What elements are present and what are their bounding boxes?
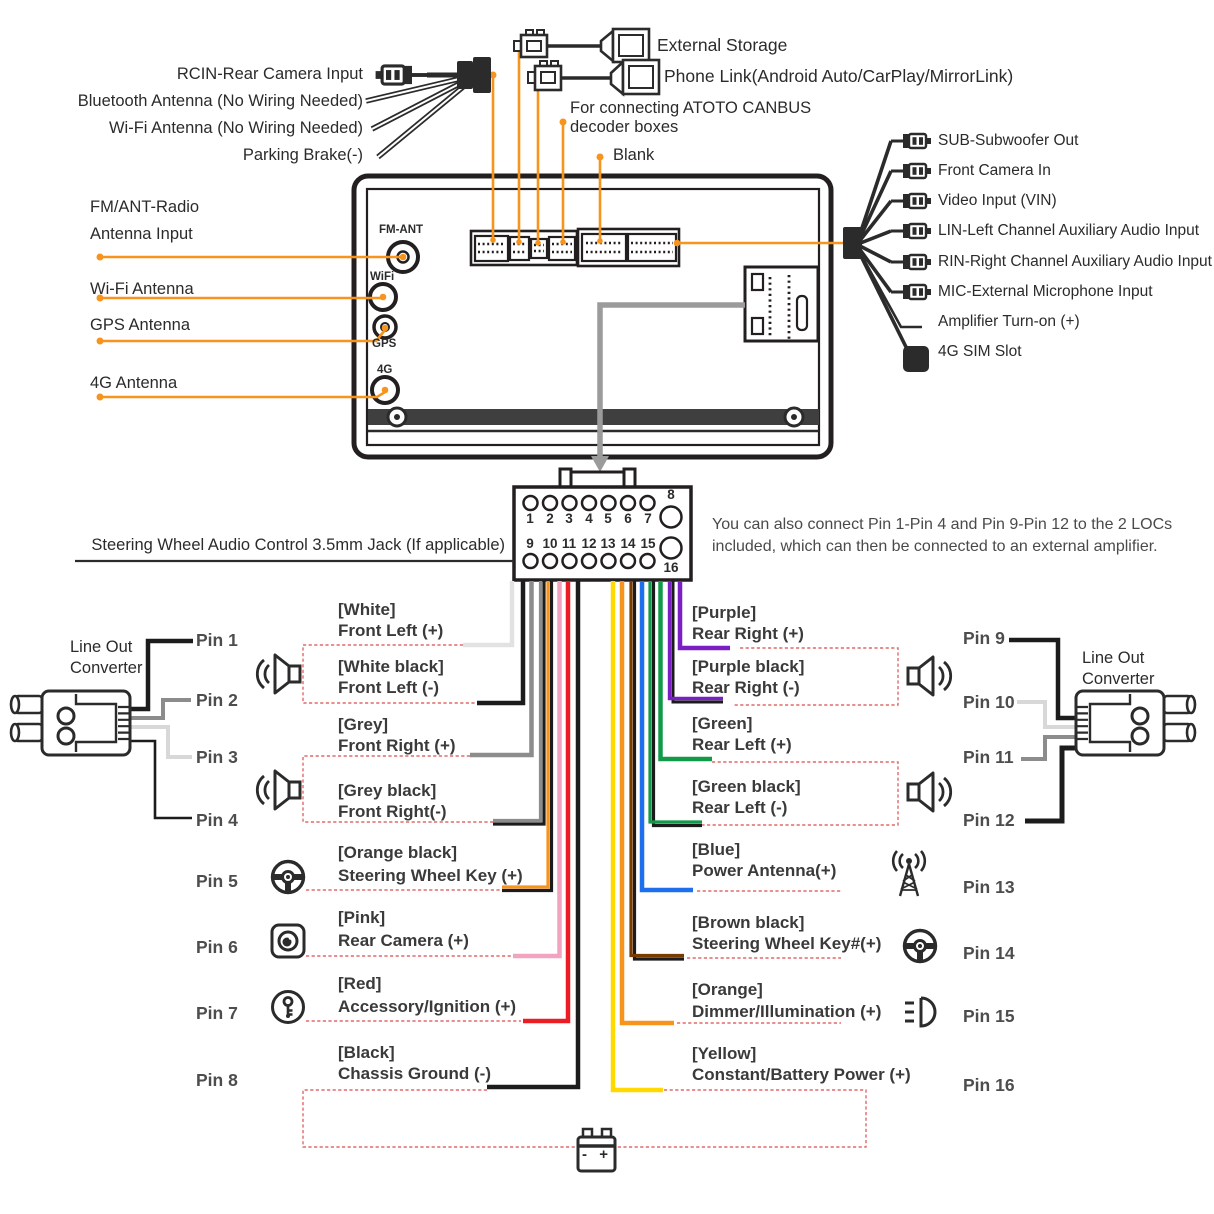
wifi-antenna-label: Wi-Fi Antenna [90,280,194,298]
ignition-key-icon [273,992,304,1023]
wire-color-pin12: [Green black] [692,777,801,796]
rca-video-in-icon [891,194,931,208]
sim-slot-icon [903,346,929,372]
external-storage-label: External Storage [657,35,788,55]
mic-label: MIC-External Microphone Input [938,283,1153,300]
speaker-icon [257,655,300,693]
phone-link-label: Phone Link(Android Auto/CarPlay/MirrorLink) [664,66,1014,86]
phone-link-cable [528,60,659,94]
gps-antenna-label: GPS Antenna [90,316,190,334]
loc-wire-pin4 [130,741,192,818]
unit-gps-label: GPS [372,338,397,350]
rca-rin-icon [891,255,931,269]
head-unit [354,176,831,457]
steering-wheel-icon [273,862,304,893]
wire-func-pin3: Front Right (+) [338,736,456,755]
wire-func-pin13: Power Antenna(+) [692,861,837,880]
wire-func-pin15: Dimmer/Illumination (+) [692,1002,882,1021]
battery-ground-dash [303,1090,576,1147]
wire-color-pin10: [Purple black] [692,657,805,676]
pin-label-15: Pin 15 [963,1006,1015,1026]
pin-number-6: 6 [624,511,632,526]
wire-func-pin10: Rear Right (-) [692,678,800,697]
wire-color-pin6: [Pink] [338,908,386,927]
parking-brake-label: Parking Brake(-) [242,146,363,164]
pin-label-8: Pin 8 [196,1070,238,1090]
pin-number-1: 1 [526,511,534,526]
speaker-icon [908,773,951,811]
line-out-converter-left-icon [11,691,130,755]
wire-func-pin1: Front Left (+) [338,621,444,640]
pin-label-13: Pin 13 [963,877,1015,897]
wire-func-pin14: Steering Wheel Key#(+) [692,934,882,953]
rin-label: RIN-Right Channel Auxiliary Audio Input [938,253,1212,270]
pin-number-2: 2 [546,511,554,526]
unit-4g-label: 4G [377,364,393,376]
front-camera-label: Front Camera In [938,162,1051,179]
pin-label-12: Pin 12 [963,810,1015,830]
wire-color-pin8: [Black] [338,1043,395,1062]
wire-color-pin7: [Red] [338,974,382,993]
pin-label-1: Pin 1 [196,630,238,650]
antenna-bundle [366,57,491,157]
loc-right-label-line1: Line Out [1082,649,1145,667]
pin-label-14: Pin 14 [963,943,1015,963]
bundle-connector [457,61,473,89]
rcin-rca-icon [376,66,428,84]
pin-number-3: 3 [565,511,573,526]
rear-camera-icon [272,925,304,957]
wire-func-pin12: Rear Left (-) [692,798,788,817]
pin-number-8: 8 [667,487,675,502]
pin-label-5: Pin 5 [196,871,238,891]
pin-label-9: Pin 9 [963,628,1005,648]
output-harness [843,134,931,372]
speaker-icon [257,771,300,809]
wire-func-pin8: Chassis Ground (-) [338,1064,492,1083]
pin-label-3: Pin 3 [196,747,238,767]
lin-label: LIN-Left Channel Auxiliary Audio Input [938,222,1200,239]
video-in-label: Video Input (VIN) [938,192,1057,209]
bluetooth-antenna-label: Bluetooth Antenna (No Wiring Needed) [77,92,363,110]
wire-color-pin1: [White] [338,600,396,619]
arrow-down-icon [591,456,609,472]
pin-label-11: Pin 11 [963,747,1014,767]
pin-number-12: 12 [581,536,597,551]
loc-right-label-line2: Converter [1082,670,1155,688]
wire-color-pin14: [Brown black] [692,913,805,932]
wire-color-pin3: [Grey] [338,715,389,734]
wire-func-pin7: Accessory/Ignition (+) [338,997,517,1016]
amp-turn-on-label: Amplifier Turn-on (+) [938,313,1080,330]
wire-func-pin2: Front Left (-) [338,678,440,697]
pin-label-6: Pin 6 [196,937,238,957]
wire-func-pin16: Constant/Battery Power (+) [692,1065,911,1084]
wire-color-pin15: [Orange] [692,980,763,999]
pin-label-2: Pin 2 [196,690,238,710]
pin-number-16: 16 [663,560,679,575]
pin-number-9: 9 [526,536,534,551]
dimmer-light-icon [905,998,935,1026]
loc-right-wires [1009,640,1080,821]
wire-func-pin11: Rear Left (+) [692,735,792,754]
wire-color-pin5: [Orange black] [338,843,458,862]
pin-number-10: 10 [542,536,558,551]
wifi-antenna-nowire-label: Wi-Fi Antenna (No Wiring Needed) [108,119,363,137]
loc-note-line1: You can also connect Pin 1-Pin 4 and Pin 9-Pin 12 to the 2 LOCs [712,516,1173,533]
steering-wheel-icon [905,931,936,962]
pin-label-16: Pin 16 [963,1075,1015,1095]
speaker-icon [908,657,951,695]
wire-color-pin2: [White black] [338,657,444,676]
harness-connector [843,227,862,259]
pin-number-4: 4 [585,511,593,526]
pin-number-14: 14 [620,536,636,551]
wire-pin1-white [463,581,512,645]
wire-color-pin4: [Grey black] [338,781,437,800]
pin-label-10: Pin 10 [963,692,1015,712]
line-out-converter-right-icon [1076,691,1195,755]
pin-label-4: Pin 4 [196,810,238,830]
wire-func-pin6: Rear Camera (+) [338,931,469,950]
battery-power-dash [617,1090,866,1147]
battery-polarity-label: - + [582,1146,612,1163]
rear-16pin-socket [745,267,818,341]
sim-slot-label: 4G SIM Slot [938,343,1022,360]
fm-ant-label-line1: FM/ANT-Radio [90,198,200,216]
blank-label: Blank [613,146,655,164]
fm-ant-label-line2: Antenna Input [90,225,193,243]
unit-fm-ant-label: FM-ANT [379,224,424,236]
unit-wifi-label: WiFi [370,271,395,283]
wire-func-pin5: Steering Wheel Key (+) [338,866,523,885]
rca-sub-icon [891,134,931,148]
pin-number-7: 7 [644,511,652,526]
pin-number-5: 5 [604,511,612,526]
wire-func-pin9: Rear Right (+) [692,624,804,643]
loc-left-label-line2: Converter [70,659,143,677]
canbus-label-line2: decoder boxes [570,118,679,136]
pin-number-15: 15 [640,536,656,551]
pin-number-11: 11 [561,536,577,551]
rcin-label: RCIN-Rear Camera Input [176,65,363,83]
loc-left-label-line1: Line Out [70,638,133,656]
wire-color-pin13: [Blue] [692,840,741,859]
sub-out-label: SUB-Subwoofer Out [938,132,1079,149]
wire-func-pin4: Front Right(-) [338,802,447,821]
wire-color-pin16: [Yellow] [692,1044,757,1063]
wire-color-pin11: [Green] [692,714,753,733]
swc-jack-label: Steering Wheel Audio Control 3.5mm Jack (If applicable) [91,536,505,554]
loc-note-line2: included, which can then be connected to an external amplifier. [712,538,1158,555]
rca-mic-icon [891,285,931,299]
rca-lin-icon [891,224,931,238]
external-storage-cable [514,29,649,62]
wire-pin2-white-black [477,581,523,703]
pin-number-13: 13 [600,536,616,551]
4g-antenna-label: 4G Antenna [90,374,178,392]
canbus-label-line1: For connecting ATOTO CANBUS [570,99,812,117]
wire-color-pin9: [Purple] [692,603,757,622]
power-antenna-icon [893,851,925,896]
pin-label-7: Pin 7 [196,1003,238,1023]
loc-wire-pin10 [1017,702,1080,727]
harness-socket-strip [471,229,679,266]
rca-front-camera-icon [891,164,931,178]
mount-rail [368,409,819,425]
